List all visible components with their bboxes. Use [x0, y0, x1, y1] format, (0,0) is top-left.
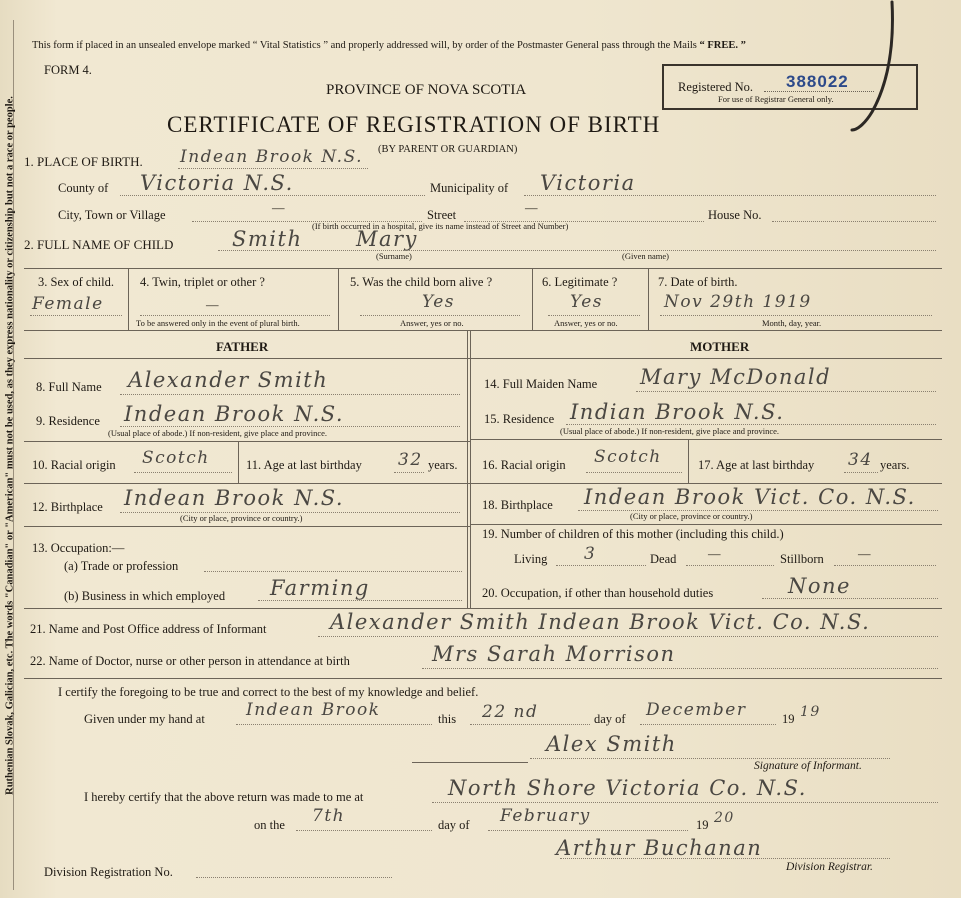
father-years-label: years. [428, 458, 458, 472]
return-day-value: 7th [312, 806, 346, 826]
registrar-general-note: For use of Registrar General only. [718, 94, 834, 104]
twin-label: 4. Twin, triplet or other ? [140, 275, 265, 289]
mother-heading: MOTHER [690, 339, 750, 354]
return-month-value: February [500, 806, 591, 826]
trade-label: (a) Trade or profession [64, 559, 179, 573]
father-age-value: 32 [398, 450, 423, 470]
mother-residence-value: Indian Brook N.S. [570, 400, 785, 424]
father-racial-value: Scotch [142, 448, 210, 468]
twin-note: To be answered only in the event of plural birth. [136, 318, 300, 328]
alive-note: Answer, yes or no. [400, 318, 464, 328]
side-margin-note: Ruthenian Slovak, Galician, etc. The words "Canadian" or "American" must not be used, as they express nationality or citizenship but not a race or people. [4, 96, 16, 795]
mother-maiden-label: 14. Full Maiden Name [484, 377, 598, 391]
street-label: Street [427, 208, 457, 222]
city-label: City, Town or Village [58, 208, 166, 222]
father-residence-label: 9. Residence [36, 414, 100, 428]
municipality-value: Victoria [540, 171, 636, 195]
dead-label: Dead [650, 552, 677, 566]
doctor-label: 22. Name of Doctor, nurse or other person in attendance at birth [30, 654, 350, 668]
given-month-value: December [646, 700, 747, 720]
place-of-birth-label: 1. PLACE OF BIRTH. [24, 154, 143, 169]
alive-label: 5. Was the child born alive ? [350, 275, 493, 289]
day-of-label: day of [594, 712, 626, 726]
certificate-subtitle: (BY PARENT OR GUARDIAN) [378, 144, 518, 155]
mother-residence-label: 15. Residence [484, 412, 555, 426]
mother-years-label: years. [880, 458, 910, 472]
legitimate-label: 6. Legitimate ? [542, 275, 618, 289]
living-value: 3 [584, 544, 597, 564]
father-racial-label: 10. Racial origin [32, 458, 116, 472]
legitimate-note: Answer, yes or no. [554, 318, 618, 328]
child-name-label: 2. FULL NAME OF CHILD [24, 237, 174, 252]
place-of-birth-value: Indean Brook N.S. [180, 147, 364, 167]
mother-birthplace-note: (City or place, province or country.) [630, 511, 753, 521]
dob-label: 7. Date of birth. [658, 275, 738, 289]
children-label: 19. Number of children of this mother (including this child.) [482, 527, 784, 541]
mother-residence-note: (Usual place of abode.) If non-resident, give place and province. [560, 426, 780, 436]
certify-statement: I certify the foregoing to be true and correct to the best of my knowledge and belief. [58, 685, 479, 699]
father-residence-value: Indean Brook N.S. [124, 402, 345, 426]
mother-birthplace-label: 18. Birthplace [482, 498, 553, 512]
mother-racial-label: 16. Racial origin [482, 458, 566, 472]
house-no-label: House No. [708, 208, 762, 222]
given-name-caption: (Given name) [622, 251, 669, 261]
surname-caption: (Surname) [376, 251, 412, 261]
mother-birthplace-value: Indean Brook Vict. Co. N.S. [584, 485, 916, 509]
division-registration-label: Division Registration No. [44, 865, 173, 879]
doctor-value: Mrs Sarah Morrison [432, 642, 676, 666]
father-name-label: 8. Full Name [36, 380, 102, 394]
father-heading: FATHER [216, 339, 269, 354]
sex-value: Female [32, 294, 104, 314]
mother-occupation-value: None [788, 574, 851, 598]
twin-value: — [206, 298, 219, 312]
day-of-label-2: day of [438, 818, 470, 832]
stillborn-label: Stillborn [780, 552, 824, 566]
informant-signature: Alex Smith [546, 732, 677, 756]
father-birthplace-note: (City or place, province or country.) [180, 513, 303, 523]
this-label: this [438, 712, 457, 726]
alive-value: Yes [422, 292, 456, 312]
mother-maiden-value: Mary McDonald [640, 365, 832, 389]
child-surname-value: Smith [232, 227, 303, 251]
city-value: — [272, 201, 285, 215]
county-value: Victoria N.S. [140, 171, 294, 195]
return-place-value: North Shore Victoria Co. N.S. [448, 776, 807, 800]
notice-part-a: This form if placed in an unsealed envelope marked [32, 40, 251, 51]
registered-label: Registered No. [678, 80, 753, 94]
informant-label: 21. Name and Post Office address of Informant [30, 622, 267, 636]
given-year-value: 19 [800, 704, 821, 720]
informant-value: Alexander Smith Indean Brook Vict. Co. N.S. [330, 610, 871, 634]
informant-signature-caption: Signature of Informant. [754, 760, 862, 772]
father-age-label: 11. Age at last birthday [246, 458, 362, 472]
street-value: — [525, 201, 538, 215]
county-label: County of [58, 181, 109, 195]
notice-part-b: “ Vital Statistics ” and properly addressed will, by order of the Postmaster General pass through the Mails [252, 40, 697, 51]
hospital-note: (If birth occurred in a hospital, give its name instead of Street and Number) [312, 221, 569, 231]
given-place-value: Indean Brook [246, 700, 381, 720]
stillborn-value: — [858, 547, 871, 561]
return-made-label: I hereby certify that the above return was made to me at [84, 790, 364, 804]
dob-value: Nov 29th 1919 [664, 292, 812, 312]
child-given-value: Mary [356, 227, 418, 251]
father-business-value: Farming [270, 576, 370, 600]
given-day-value: 22 nd [482, 702, 539, 722]
year-prefix: 19 [782, 712, 795, 726]
sex-label: 3. Sex of child. [38, 275, 115, 289]
on-the-label: on the [254, 818, 285, 832]
legitimate-value: Yes [570, 292, 604, 312]
postal-notice [32, 40, 746, 51]
certificate-title: CERTIFICATE OF REGISTRATION OF BIRTH [167, 112, 661, 137]
notice-free: “ FREE. ” [699, 40, 746, 51]
occupation-label: 13. Occupation:— [32, 541, 125, 555]
return-year-value: 20 [714, 810, 735, 826]
mother-age-value: 34 [848, 450, 873, 470]
father-birthplace-label: 12. Birthplace [32, 500, 103, 514]
father-birthplace-value: Indean Brook N.S. [124, 486, 345, 510]
municipality-label: Municipality of [430, 181, 509, 195]
business-label: (b) Business in which employed [64, 589, 226, 603]
given-under-label: Given under my hand at [84, 712, 205, 726]
mother-age-label: 17. Age at last birthday [698, 458, 815, 472]
mother-racial-value: Scotch [594, 447, 662, 467]
province-heading: PROVINCE OF NOVA SCOTIA [326, 82, 527, 98]
registered-number: 388022 [786, 72, 849, 91]
division-registrar-caption: Division Registrar. [786, 861, 873, 873]
living-label: Living [514, 552, 548, 566]
form-number: FORM 4. [44, 63, 92, 77]
mother-occupation-label: 20. Occupation, if other than household duties [482, 586, 714, 600]
father-name-value: Alexander Smith [128, 368, 329, 392]
dob-note: Month, day, year. [762, 318, 822, 328]
father-residence-note: (Usual place of abode.) If non-resident, give place and province. [108, 428, 328, 438]
year-prefix-2: 19 [696, 818, 709, 832]
pencil-checkmark-icon [844, 0, 904, 140]
dead-value: — [708, 547, 721, 561]
registrar-signature: Arthur Buchanan [556, 836, 763, 860]
